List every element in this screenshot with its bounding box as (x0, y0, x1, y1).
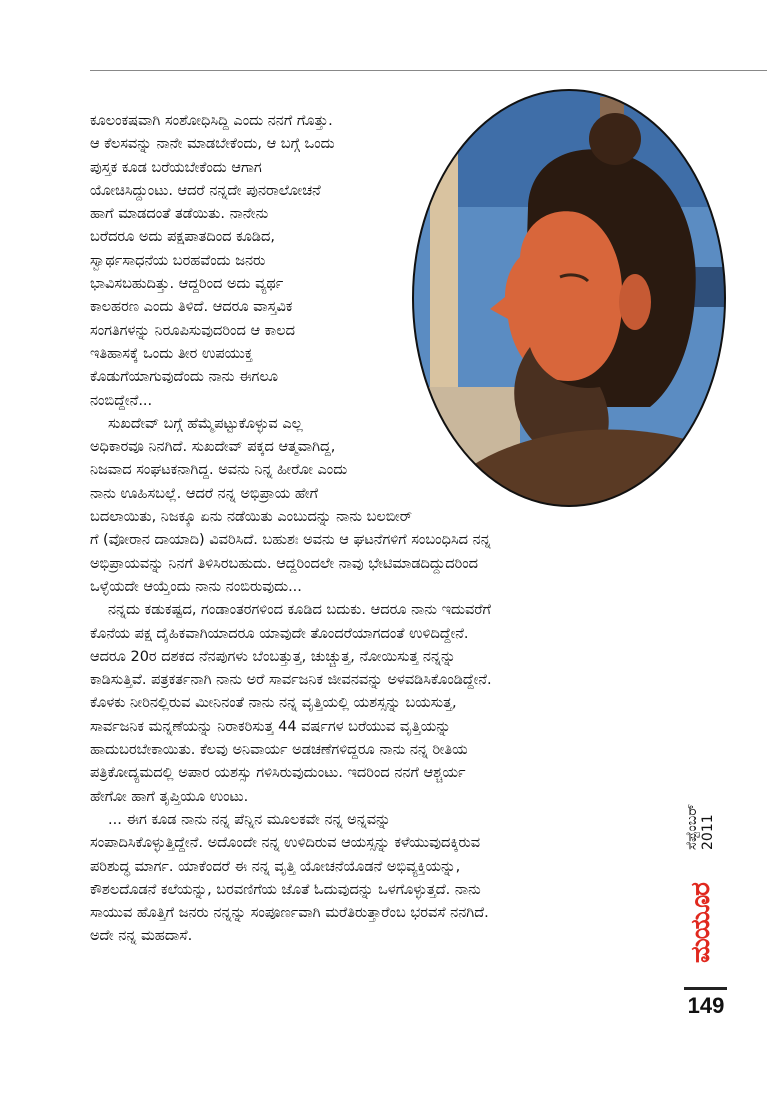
page-number: 149 (687, 993, 725, 1018)
text-line: ಕೌಶಲದೊಡನೆ ಕಲೆಯನ್ನು, ಬರವಣಿಗೆಯ ಜೊತೆ ಓದುವುದನ್ನು ಒಳಗೊಳ್ಳುತ್ತದೆ. ನಾನು (90, 881, 481, 898)
text-line: ಇತಿಹಾಸಕ್ಕೆ ಒಂದು ತೀರ ಉಪಯುಕ್ತ (90, 345, 253, 362)
text-line: ಬರೆದರೂ ಅದು ಪಕ್ಷಪಾತದಿಂದ ಕೂಡಿದ, (90, 229, 276, 246)
magazine-title: ಮಯೂರ (686, 883, 716, 963)
text-line: ಹೇಗೋ ಹಾಗೆ ತೃಪ್ತಿಯೂ ಉಂಟು. (90, 788, 249, 805)
page-number-rule (684, 987, 727, 990)
text-line: ಭಾವಿಸಬಹುದಿತ್ತು. ಆದ್ದರಿಂದ ಅದು ವ್ಯರ್ಥ (90, 276, 284, 293)
text-line: ಅದೇ ನನ್ನ ಮಹದಾಸೆ. (90, 928, 193, 945)
text-line: ಪರಿಶುದ್ಧ ಮಾರ್ಗ. ಯಾಕೆಂದರೆ ಈ ನನ್ನ ವೃತ್ತಿ ಯೋಚನೆಯೊಡನೆ ಅಭಿವ್ಯಕ್ತಿಯನ್ನು, (90, 858, 461, 875)
text-line: ಅಧಿಕಾರವೂ ನಿನಗಿದೆ. ಸುಖದೇವ್ ಪಕ್ಕದ ಆತ್ಮವಾಗಿದ್ದ, (90, 439, 336, 456)
text-line: ಸಂಗತಿಗಳನ್ನು ನಿರೂಪಿಸುವುದರಿಂದ ಆ ಕಾಲದ (90, 322, 296, 339)
text-line: ಕಾಲಹರಣ ಎಂದು ತಿಳಿದೆ. ಆದರೂ ವಾಸ್ತವಿಕ (90, 299, 293, 316)
text-line: ... ಈಗ ಕೂಡ ನಾನು ನನ್ನ ಪೆನ್ನಿನ ಮೂಲಕವೇ ನನ್ನ ಅನ್ನವನ್ನು (108, 811, 391, 828)
text-line: ನಾನು ಊಹಿಸಬಲ್ಲೆ. ಆದರೆ ನನ್ನ ಅಭಿಪ್ರಾಯ ಹೇಗೆ (90, 485, 319, 502)
text-line: ಕೊಡುಗೆಯಾಗುವುದೆಂದು ನಾನು ಈಗಲೂ (90, 369, 279, 386)
text-line: ನಂಬಿದ್ದೇನೆ... (90, 392, 153, 409)
issue-sidebar (684, 770, 720, 980)
text-line: ಕೊಳಕು ನೀರಿನಲ್ಲಿರುವ ಮೀನಿನಂತೆ ನಾನು ನನ್ನ ವೃತ್ತಿಯಲ್ಲಿ ಯಶಸ್ಸನ್ನು ಬಯಸುತ್ತ, (90, 695, 457, 712)
text-line: ಸ್ವಾರ್ಥಸಾಧನೆಯ ಬರಹವೆಂದು ಜನರು (90, 252, 266, 269)
issue-date: ಸೆಪ್ಟೆಂಬರ್ 2011 (684, 803, 716, 850)
text-line: ಆದರೂ 20ರ ದಶಕದ ನೆನಪುಗಳು ಬೆಂಬತ್ತುತ್ತ, ಚುಚ್ಚುತ್ತ, ನೋಯಿಸುತ್ತ ನನ್ನನ್ನು (90, 648, 456, 665)
text-line: ಸಂಪಾದಿಸಿಕೊಳ್ಳುತ್ತಿದ್ದೇನೆ. ಅದೊಂದೇ ನನ್ನ ಉಳಿದಿರುವ ಆಯಸ್ಸನ್ನು ಕಳೆಯುವುದಕ್ಕಿರುವ (90, 835, 481, 852)
top-rule (90, 70, 767, 71)
text-line: ಯೋಚಿಸಿದ್ದುಂಟು. ಆದರೆ ನನ್ನದೇ ಪುನರಾಲೋಚನೆ (90, 182, 321, 199)
text-line: ಒಳ್ಳೆಯದೇ ಆಯ್ತೆಂದು ನಾನು ನಂಬಿರುವುದು... (90, 578, 302, 595)
text-line: ಸುಖದೇವ್ ಬಗ್ಗೆ ಹೆಮ್ಮೆಪಟ್ಟುಕೊಳ್ಳುವ ಎಲ್ಲ (108, 415, 303, 432)
text-line: ಗೆ (ವೋರಾನ ದಾಯಾದಿ) ವಿವರಿಸಿದೆ. ಬಹುಶಃ ಅವನು ಆ ಘಟನೆಗಳಿಗೆ ಸಂಬಂಧಿಸಿದ ನನ್ನ (90, 532, 491, 549)
text-line: ಹಾದುಬರಬೇಕಾಯಿತು. ಕೆಲವು ಅನಿವಾರ್ಯ ಅಡಚಣೆಗಳಿದ್ದರೂ ನಾನು ನನ್ನ ರೀತಿಯ (90, 742, 468, 759)
text-line: ಪತ್ರಿಕೋದ್ಯಮದಲ್ಲಿ ಅಪಾರ ಯಶಸ್ಸು ಗಳಿಸಿರುವುದುಂಟು. ಇದರಿಂದ ನನಗೆ ಆಶ್ಚರ್ಯ (90, 765, 466, 782)
text-line: ಬದಲಾಯಿತು, ನಿಜಕ್ಕೂ ಏನು ನಡೆಯಿತು ಎಂಬುದನ್ನು ನಾನು ಬಲಬೀರ್ (90, 509, 413, 526)
text-line: ನಿಜವಾದ ಸಂಘಟಕನಾಗಿದ್ದ. ಅವನು ನಿನ್ನ ಹೀರೋ ಎಂದು (90, 462, 348, 479)
text-line: ಸಾಯುವ ಹೊತ್ತಿಗೆ ಜನರು ನನ್ನನ್ನು ಸಂಪೂರ್ಣವಾಗಿ ಮರೆತಿರುತ್ತಾರೆಂಬ ಭರವಸೆ ನನಗಿದೆ. (90, 905, 489, 922)
text-line: ಕೂಲಂಕಷವಾಗಿ ಸಂಶೋಧಿಸಿದ್ದಿ ಎಂದು ನನಗೆ ಗೊತ್ತು. (90, 113, 333, 129)
text-line: ಅಭಿಪ್ರಾಯವನ್ನು ನಿನಗೆ ತಿಳಿಸಿರಬಹುದು. ಆದ್ದರಿಂದಲೇ ನಾವು ಭೇಟಿಮಾಡದಿದ್ದುದರಿಂದ (90, 555, 479, 572)
text-line: ನನ್ನದು ಕಡುಕಷ್ಟದ, ಗಂಡಾಂತರಗಳಿಂದ ಕೂಡಿದ ಬದುಕು. ಆದರೂ ನಾನು ಇದುವರೆಗೆ (108, 602, 491, 619)
article-body (90, 110, 670, 949)
text-line: ಕೊನೆಯ ಪಕ್ಷ ದೈಹಿಕವಾಗಿಯಾದರೂ ಯಾವುದೇ ತೊಂದರೆಯಾಗದಂತೆ ಉಳಿದಿದ್ದೇನೆ. (90, 625, 469, 642)
text-line: ಪುಸ್ತಕ ಕೂಡ ಬರೆಯಬೇಕೆಂದು ಆಗಾಗ (90, 159, 262, 176)
text-line: ಆ ಕೆಲಸವನ್ನು ನಾನೇ ಮಾಡಬೇಕೆಂದು, ಆ ಬಗ್ಗೆ ಒಂದು (90, 136, 335, 153)
text-line: ಹಾಗೆ ಮಾಡದಂತೆ ತಡೆಯಿತು. ನಾನೇನು (90, 206, 269, 223)
text-line: ಸಾರ್ವಜನಿಕ ಮನ್ನಣೆಯನ್ನು ನಿರಾಕರಿಸುತ್ತ 44 ವರ್ಷಗಳ ಬರೆಯುವ ವೃತ್ತಿಯನ್ನು (90, 718, 451, 735)
text-line: ಕಾಡಿಸುತ್ತಿವೆ. ಪತ್ರಕರ್ತನಾಗಿ ನಾನು ಅರೆ ಸಾರ್ವಜನಿಕ ಜೀವನವನ್ನು ಅಳವಡಿಸಿಕೊಂಡಿದ್ದೇನೆ. (90, 672, 492, 689)
